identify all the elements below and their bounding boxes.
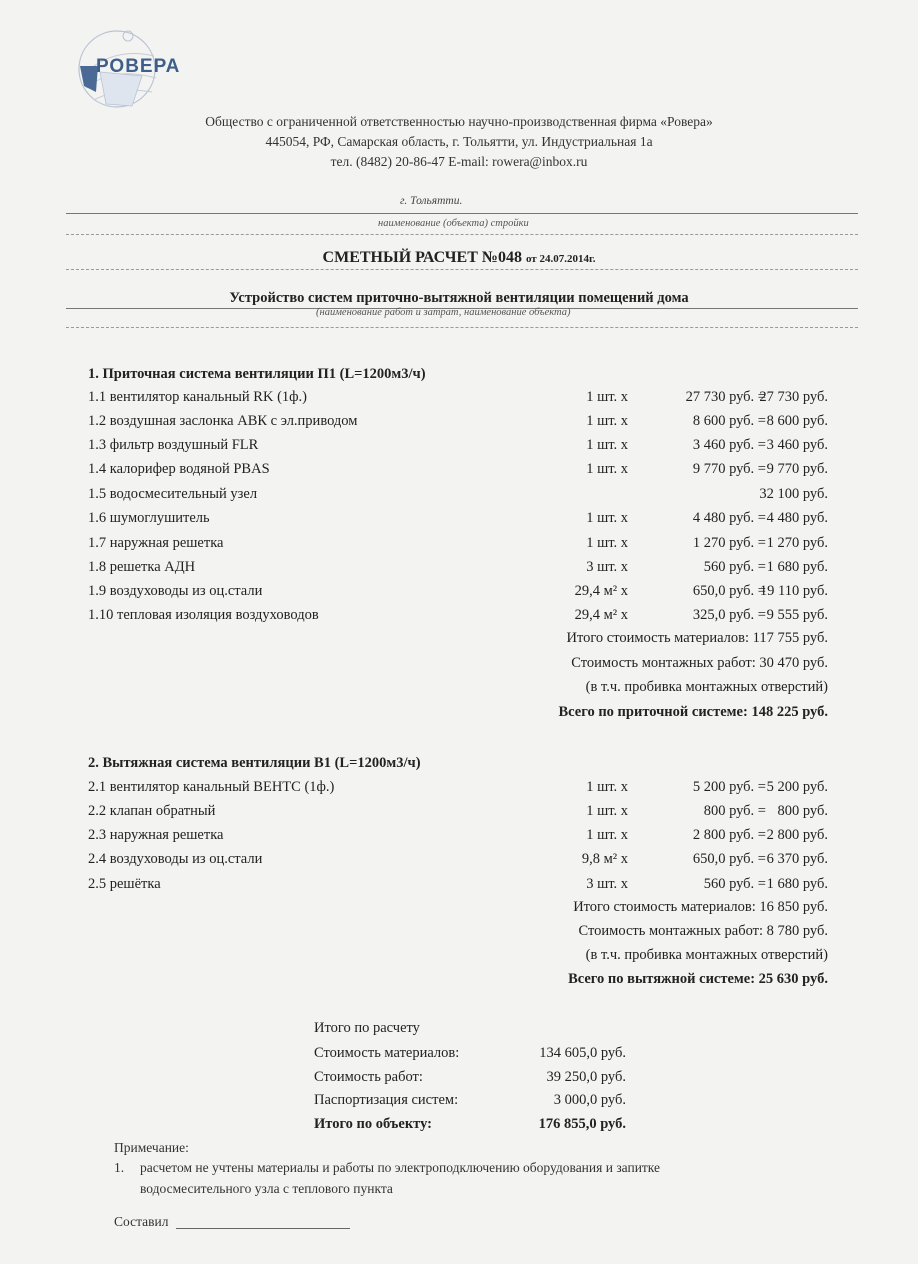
- item-price: 2 800 руб. =: [692, 827, 766, 843]
- divider: [66, 234, 858, 235]
- item-total: 2 800 руб.: [766, 827, 828, 843]
- item-total: 4 480 руб.: [766, 510, 828, 526]
- section2-works-note: (в т.ч. пробивка монтажных отверстий): [585, 947, 828, 963]
- item-qty: 9,8 м² x: [581, 851, 628, 867]
- item-name: 1.4 калорифер водяной PBAS: [88, 461, 270, 477]
- table-row: [0, 583, 918, 605]
- table-row: [0, 876, 918, 898]
- estimate-date: от 24.07.2014г.: [525, 253, 596, 265]
- summary-value: 134 605,0 руб.: [539, 1045, 626, 1061]
- item-qty: 29,4 м² x: [574, 607, 628, 623]
- estimate-subtitle: Устройство систем приточно-вытяжной вентиляции помещений дома: [229, 290, 689, 306]
- item-total: 800 руб.: [777, 803, 828, 819]
- item-name: 2.3 наружная решетка: [88, 827, 224, 843]
- table-row: [0, 461, 918, 483]
- item-qty: 1 шт. x: [586, 535, 628, 551]
- subtitle-caption: (наименование работ и затрат, наименование объекта): [316, 307, 571, 318]
- item-name: 1.2 воздушная заслонка АВК с эл.приводом: [88, 413, 358, 429]
- item-total: 27 730 руб.: [759, 389, 828, 405]
- section1-total: Всего по приточной системе: 148 225 руб.: [558, 704, 828, 720]
- divider: [66, 213, 858, 214]
- summary-total-label: Итого по объекту:: [314, 1116, 432, 1132]
- estimate-title: [0, 249, 918, 267]
- item-price: 4 480 руб. =: [692, 510, 766, 526]
- company-address: 445054, РФ, Самарская область, г. Тольятти, ул. Индустриальная 1а: [265, 134, 653, 149]
- item-total: 6 370 руб.: [766, 851, 828, 867]
- item-price: 8 600 руб. =: [692, 413, 766, 429]
- signature-line: [176, 1228, 350, 1229]
- table-row: [0, 827, 918, 849]
- item-name: 1.8 решетка АДН: [88, 559, 196, 575]
- item-price: 560 руб. =: [703, 876, 766, 892]
- item-qty: 1 шт. x: [586, 389, 628, 405]
- item-total: 9 555 руб.: [766, 607, 828, 623]
- section1-title: 1. Приточная система вентиляции П1 (L=1200м3/ч): [88, 366, 426, 382]
- item-price: 1 270 руб. =: [692, 535, 766, 551]
- item-qty: 1 шт. x: [586, 827, 628, 843]
- item-qty: 1 шт. x: [586, 803, 628, 819]
- signature-label: Составил: [114, 1214, 169, 1229]
- summary-value: 39 250,0 руб.: [546, 1069, 626, 1085]
- item-qty: 1 шт. x: [586, 510, 628, 526]
- summary-label: Стоимость материалов:: [314, 1045, 460, 1061]
- item-total: 9 770 руб.: [766, 461, 828, 477]
- item-qty: 1 шт. x: [586, 461, 628, 477]
- item-total: 1 270 руб.: [766, 535, 828, 551]
- item-price: 27 730 руб. =: [685, 389, 766, 405]
- table-row: [0, 851, 918, 873]
- logo-text: РОВЕРА: [96, 56, 181, 77]
- item-name: 2.1 вентилятор канальный ВЕНТС (1ф.): [88, 779, 335, 795]
- summary-value: 3 000,0 руб.: [553, 1092, 626, 1108]
- item-name: 1.3 фильтр воздушный FLR: [88, 437, 259, 453]
- table-row: [0, 413, 918, 435]
- item-qty: 1 шт. x: [586, 779, 628, 795]
- section1-materials: Итого стоимость материалов: 117 755 руб.: [566, 630, 828, 646]
- item-name: 1.1 вентилятор канальный RK (1ф.): [88, 389, 307, 405]
- note-text: расчетом не учтены материалы и работы по электроподключению оборудования и запитке: [140, 1160, 661, 1175]
- company-name: Общество с ограниченной ответственностью научно-производственная фирма «Ровера»: [205, 114, 713, 129]
- note-text: водосмесительного узла с теплового пункта: [140, 1181, 393, 1196]
- item-qty: 29,4 м² x: [574, 583, 628, 599]
- company-info: [0, 112, 918, 172]
- table-row: [0, 779, 918, 801]
- table-row: [0, 803, 918, 825]
- summary-label: Стоимость работ:: [314, 1069, 423, 1085]
- item-total: 32 100 руб.: [759, 486, 828, 502]
- table-row: [0, 437, 918, 459]
- summary-heading: Итого по расчету: [314, 1020, 420, 1036]
- summary-label: Паспортизация систем:: [314, 1092, 459, 1108]
- divider: [66, 327, 858, 328]
- item-total: 19 110 руб.: [759, 583, 828, 599]
- item-qty: 1 шт. x: [586, 437, 628, 453]
- company-contacts: тел. (8482) 20-86-47 E-mail: rowera@inbox.ru: [330, 154, 588, 169]
- section2-materials: Итого стоимость материалов: 16 850 руб.: [573, 899, 828, 915]
- note-number: 1.: [114, 1160, 125, 1175]
- table-row: [0, 535, 918, 557]
- item-price: 650,0 руб. =: [692, 583, 766, 599]
- item-name: 1.5 водосмесительный узел: [88, 486, 258, 502]
- summary-total-value: 176 855,0 руб.: [538, 1116, 626, 1132]
- item-price: 800 руб. =: [703, 803, 766, 819]
- item-name: 2.4 воздуховоды из оц.стали: [88, 851, 263, 867]
- item-price: 650,0 руб. =: [692, 851, 766, 867]
- item-name: 1.6 шумоглушитель: [88, 510, 210, 526]
- divider: [66, 269, 858, 270]
- object-city: г. Тольятти.: [400, 195, 463, 207]
- section2-works: Стоимость монтажных работ: 8 780 руб.: [578, 923, 828, 939]
- estimate-number: СМЕТНЫЙ РАСЧЕТ №048: [322, 249, 522, 266]
- object-caption: наименование (объекта) стройки: [378, 218, 529, 229]
- item-total: 5 200 руб.: [766, 779, 828, 795]
- item-total: 1 680 руб.: [766, 559, 828, 575]
- item-price: 3 460 руб. =: [692, 437, 766, 453]
- item-name: 1.7 наружная решетка: [88, 535, 224, 551]
- table-row: [0, 607, 918, 629]
- item-name: 2.5 решётка: [88, 876, 161, 892]
- table-row: [0, 559, 918, 581]
- item-qty: 1 шт. x: [586, 413, 628, 429]
- item-price: 9 770 руб. =: [692, 461, 766, 477]
- item-qty: 3 шт. x: [586, 876, 628, 892]
- section2-title: 2. Вытяжная система вентиляции В1 (L=1200м3/ч): [88, 755, 421, 771]
- table-row: [0, 510, 918, 532]
- item-price: 5 200 руб. =: [692, 779, 766, 795]
- item-name: 2.2 клапан обратный: [88, 803, 216, 819]
- table-row: [0, 486, 918, 508]
- item-price: 560 руб. =: [703, 559, 766, 575]
- item-total: 1 680 руб.: [766, 876, 828, 892]
- item-total: 8 600 руб.: [766, 413, 828, 429]
- section1-works: Стоимость монтажных работ: 30 470 руб.: [571, 655, 828, 671]
- section2-total: Всего по вытяжной системе: 25 630 руб.: [568, 971, 828, 987]
- item-price: 325,0 руб. =: [692, 607, 766, 623]
- notes-heading: Примечание:: [114, 1140, 189, 1155]
- item-name: 1.9 воздуховоды из оц.стали: [88, 583, 263, 599]
- section1-works-note: (в т.ч. пробивка монтажных отверстий): [585, 679, 828, 695]
- item-qty: 3 шт. x: [586, 559, 628, 575]
- table-row: [0, 389, 918, 411]
- item-total: 3 460 руб.: [766, 437, 828, 453]
- item-name: 1.10 тепловая изоляция воздуховодов: [88, 607, 319, 623]
